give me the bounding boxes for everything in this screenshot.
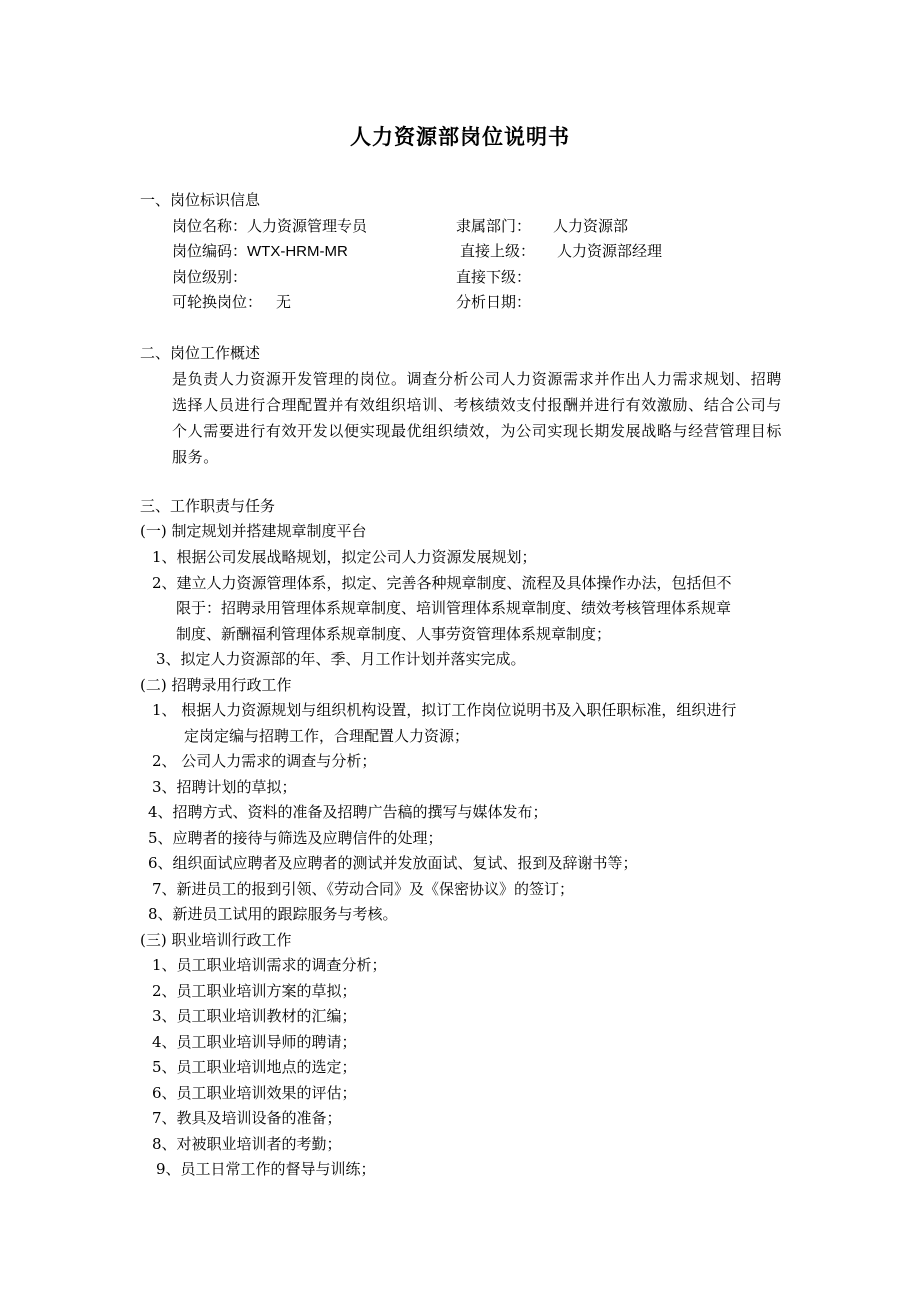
list-item: 4、招聘方式、资料的准备及招聘广告稿的撰写与媒体发布； xyxy=(148,803,548,821)
list-item: 4、员工职业培训导师的聘请； xyxy=(152,1033,357,1051)
position-code-key: 岗位编码： xyxy=(172,242,248,260)
department-key: 隶属部门： xyxy=(456,217,532,235)
list-item: 2、建立人力资源管理体系，拟定、完善各种规章制度、流程及具体操作办法，包括但不 xyxy=(152,574,732,592)
section3-heading: 三、工作职责与任务 xyxy=(140,497,276,515)
list-item: 6、组织面试应聘者及应聘者的测试并发放面试、复试、报到及辞谢书等； xyxy=(148,854,638,872)
supervisor-label xyxy=(460,241,662,261)
list-item: 5、员工职业培训地点的选定； xyxy=(152,1058,357,1076)
list-item: 定岗定编与招聘工作，合理配置人力资源； xyxy=(184,727,470,745)
position-name-label xyxy=(172,216,367,236)
list-item: 2、 公司人力需求的调查与分析； xyxy=(152,752,377,770)
department-label xyxy=(456,216,628,236)
list-item: 8、新进员工试用的跟踪服务与考核。 xyxy=(148,905,398,923)
list-item: 1、员工职业培训需求的调查分析； xyxy=(152,956,387,974)
analysis-date-label xyxy=(456,292,531,312)
list-item: 6、员工职业培训效果的评估； xyxy=(152,1084,357,1102)
supervisor-key: 直接上级： xyxy=(460,242,536,260)
supervisor-value: 人力资源部经理 xyxy=(557,242,663,260)
list-item: 3、招聘计划的草拟； xyxy=(152,778,297,796)
list-item: 2、员工职业培训方案的草拟； xyxy=(152,982,357,1000)
group3-heading: (三) 职业培训行政工作 xyxy=(140,931,292,949)
list-item: 7、新进员工的报到引领、《劳动合同》及《保密协议》的签订； xyxy=(152,880,575,898)
position-name-value: 人力资源管理专员 xyxy=(247,217,368,235)
list-item: 3、员工职业培训教材的汇编； xyxy=(152,1007,357,1025)
position-code-label xyxy=(172,241,348,261)
list-item: 3、拟定人力资源部的年、季、月工作计划并落实完成。 xyxy=(156,650,526,668)
position-name-key: 岗位名称： xyxy=(172,217,248,235)
analysis-date-key: 分析日期： xyxy=(456,293,532,311)
section1-heading: 一、岗位标识信息 xyxy=(140,191,261,209)
list-item: 9、员工日常工作的督导与训练； xyxy=(156,1160,376,1178)
list-item: 8、对被职业培训者的考勤； xyxy=(152,1135,342,1153)
list-item: 5、应聘者的接待与筛选及应聘信件的处理； xyxy=(148,829,443,847)
page-title: 人力资源部岗位说明书 xyxy=(350,124,570,149)
position-code-value: WTX-HRM-MR xyxy=(247,243,348,260)
list-item: 限于：招聘录用管理体系规章制度、培训管理体系规章制度、绩效考核管理体系规章 xyxy=(176,599,732,617)
rotation-label xyxy=(172,292,291,312)
position-level-label xyxy=(172,267,247,287)
job-overview-text: 是负责人力资源开发管理的岗位。调查分析公司人力资源需求并作出人力需求规划、招聘选择人员进行合理配置并有效组织培训、考核绩效支付报酬并进行有效激励、结合公司与个人需要进行有效开发以便实现最优组织绩效，为公司实现长期发展战略与经营管理目标服务。 xyxy=(172,370,782,466)
position-level-key: 岗位级别： xyxy=(172,268,248,286)
subordinate-label xyxy=(456,267,531,287)
rotation-key: 可轮换岗位： xyxy=(172,293,263,311)
list-item: 1、 根据人力资源规划与组织机构设置，拟订工作岗位说明书及入职任职标准，组织进行 xyxy=(152,701,737,719)
list-item: 制度、新酬福利管理体系规章制度、人事劳资管理体系规章制度； xyxy=(176,625,612,643)
rotation-value: 无 xyxy=(276,293,292,311)
list-item: 1、根据公司发展战略规划，拟定公司人力资源发展规划； xyxy=(152,548,537,566)
department-value: 人力资源部 xyxy=(553,217,629,235)
group1-heading: (一) 制定规划并搭建规章制度平台 xyxy=(140,522,367,540)
list-item: 7、教具及培训设备的准备； xyxy=(152,1109,342,1127)
group2-heading: (二) 招聘录用行政工作 xyxy=(140,676,292,694)
subordinate-key: 直接下级： xyxy=(456,268,532,286)
section2-heading: 二、岗位工作概述 xyxy=(140,344,261,362)
